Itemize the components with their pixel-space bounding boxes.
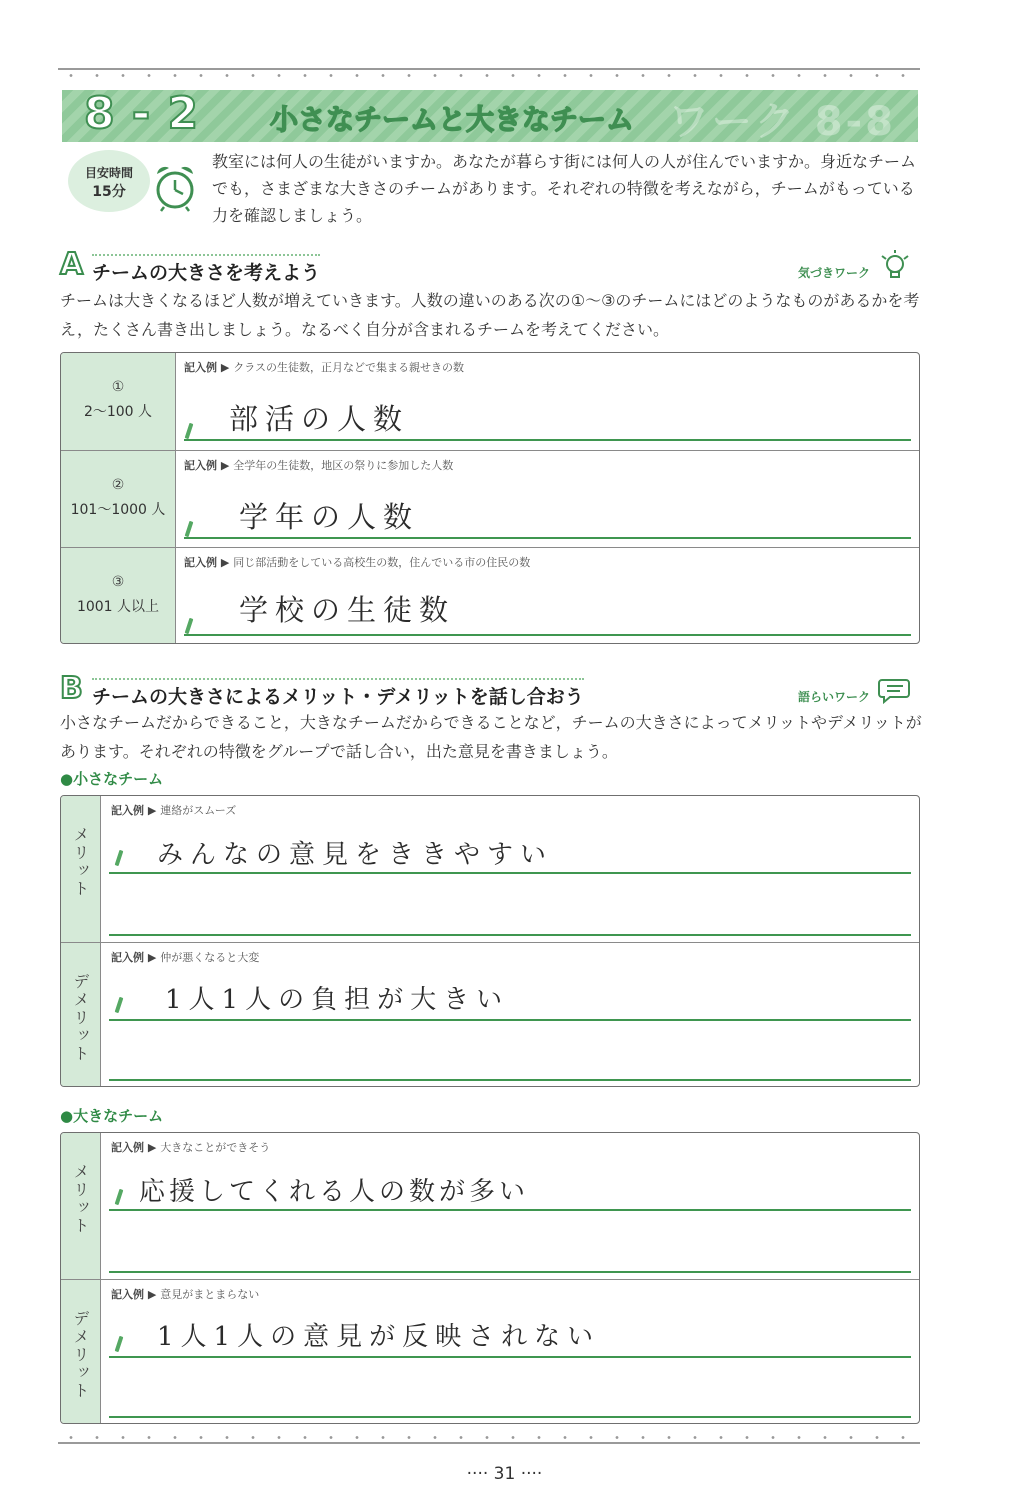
example-text: 記入例 ▶ 同じ部活動をしている高校生の数，住んでいる市の住民の数 (184, 556, 531, 569)
example-text: 記入例 ▶ 連絡がスムーズ (111, 804, 237, 817)
example-text: 記入例 ▶ 意見がまとまらない (111, 1288, 260, 1301)
small-team-heading: ●小さなチーム (60, 770, 164, 788)
demerit-label: デメリット (71, 1310, 90, 1400)
time-label: 目安時間 (84, 166, 133, 180)
answer-line (109, 1416, 911, 1418)
answer-field[interactable]: 学校の生徒数 (239, 593, 456, 627)
example-text: 記入例 ▶ 仲が悪くなると大変 (111, 951, 260, 964)
table-row (61, 1133, 920, 1279)
top-divider (58, 66, 920, 76)
row-label (61, 1133, 101, 1279)
answer-line (109, 1019, 911, 1021)
pencil-icon (185, 521, 194, 537)
answer-line (109, 1271, 911, 1273)
answer-line (109, 1209, 911, 1211)
answer-field[interactable]: 1人1人の負担が大きい (165, 985, 510, 1015)
answer-line (109, 1356, 911, 1358)
section-a-tag: 気づきワーク (797, 266, 870, 280)
row-label (61, 353, 176, 450)
answer-field[interactable]: みんなの意見をききやすい (157, 840, 554, 870)
merit-label: メリット (71, 826, 90, 898)
table-row (61, 796, 920, 942)
answer-line (109, 872, 911, 874)
team-size-table (60, 352, 920, 644)
answer-field[interactable]: 応援してくれる人の数が多い (139, 1177, 530, 1207)
demerit-label: デメリット (71, 973, 90, 1063)
small-team-table (60, 795, 920, 1087)
answer-line (184, 634, 911, 636)
table-row (61, 450, 920, 547)
answer-line (184, 537, 911, 539)
pencil-icon (115, 997, 124, 1013)
section-a-heading (60, 247, 920, 284)
section-b-title: チームの大きさによるメリット・デメリットを話し合おう (92, 678, 584, 709)
pencil-icon (115, 850, 124, 866)
row-label (61, 548, 176, 644)
section-number: 8 - 2 (84, 90, 200, 139)
row-range: 1001 人以上 (76, 599, 160, 615)
example-text: 記入例 ▶ クラスの生徒数，正月などで集まる親せきの数 (184, 361, 464, 374)
row-number: ① (111, 379, 125, 395)
row-number: ② (111, 477, 125, 493)
lightbulb-icon (878, 250, 912, 280)
page-number: ···· 31 ···· (466, 1464, 543, 1484)
pencil-icon (185, 423, 194, 439)
alarm-clock-icon (152, 162, 198, 212)
time-value: 15分 (92, 184, 126, 200)
section-b-tag: 語らいワーク (797, 690, 870, 704)
answer-field[interactable]: 部活の人数 (229, 402, 410, 436)
large-team-heading: ●大きなチーム (60, 1107, 164, 1125)
table-row (61, 547, 920, 644)
row-label (61, 943, 101, 1087)
pencil-icon (185, 618, 194, 634)
table-row (61, 353, 920, 450)
answer-line (184, 439, 911, 441)
section-a-description: チームは大きくなるほど人数が増えていきます。人数の違いのある次の①～③のチームにはどのようなものがあるかを考え，たくさん書き出しましょう。なるべく自分が含まれるチームを考えてください。 (60, 291, 920, 339)
row-range: 101～1000 人 (70, 502, 166, 518)
merit-label: メリット (71, 1163, 90, 1235)
large-team-table (60, 1132, 920, 1424)
speech-bubble-icon (878, 674, 912, 704)
answer-line (109, 934, 911, 936)
section-a-letter: A (60, 247, 84, 282)
row-label (61, 1280, 101, 1424)
pencil-icon (115, 1189, 124, 1205)
banner-ghost-text: ワーク 8-8 (668, 99, 896, 142)
table-row (61, 942, 920, 1087)
section-a-title: チームの大きさを考えよう (92, 254, 320, 285)
section-b-description: 小さなチームだからできること，大きなチームだからできることなど，チームの大きさによってメリットやデメリットがあります。それぞれの特徴をグループで話し合い，出た意見を書きましょう。 (60, 713, 922, 761)
row-number: ③ (111, 574, 125, 590)
answer-line (109, 1079, 911, 1081)
pencil-icon (115, 1336, 124, 1352)
intro-text: 教室には何人の生徒がいますか。あなたが暮らす街には何人の人が住んでいますか。身近なチームでも，さまざまな大きさのチームがあります。それぞれの特徴を考えながら，チームがもっている力を確認しましょう。 (212, 152, 917, 225)
answer-field[interactable]: 1人1人の意見が反映されない (157, 1322, 601, 1352)
section-b-heading (60, 671, 920, 708)
row-range: 2～100 人 (83, 404, 153, 420)
table-row (61, 1279, 920, 1424)
row-label (61, 796, 101, 942)
time-estimate-badge (68, 150, 150, 212)
row-label (61, 451, 176, 547)
example-text: 記入例 ▶ 全学年の生徒数，地区の祭りに参加した人数 (184, 459, 454, 472)
page-title-banner (62, 90, 918, 142)
answer-field[interactable]: 学年の人数 (239, 500, 420, 534)
page-title: 小さなチームと大きなチーム (270, 103, 635, 136)
bottom-divider (58, 1436, 920, 1446)
section-b-letter: B (60, 671, 83, 706)
example-text: 記入例 ▶ 大きなことができそう (111, 1141, 271, 1154)
